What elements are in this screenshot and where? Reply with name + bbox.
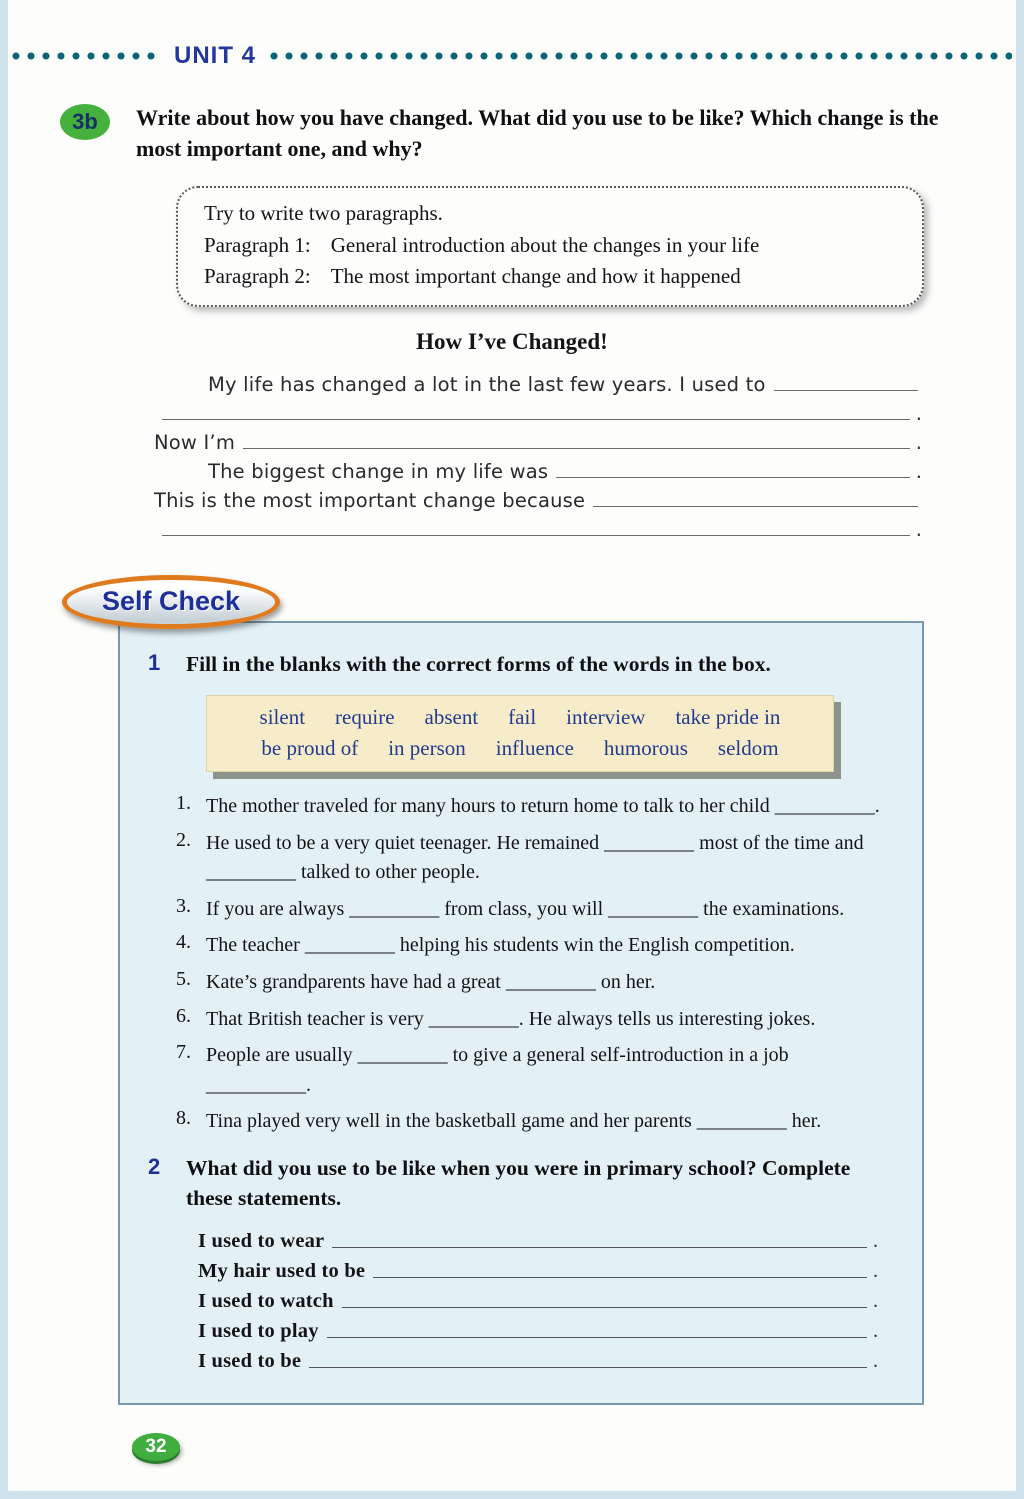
- item-text: Tina played very well in the basketball game and her parents _________ her.: [206, 1110, 822, 1133]
- statement-label: I used to be: [198, 1350, 302, 1373]
- item-number: 2.: [176, 828, 191, 851]
- textbook-page: [8, 0, 1016, 1491]
- period: .: [915, 517, 922, 541]
- period: .: [873, 1291, 878, 1313]
- unit-label: UNIT 4: [174, 42, 257, 69]
- blank-line: [593, 506, 918, 507]
- statement-label: My hair used to be: [198, 1260, 366, 1283]
- item-text: He used to be a very quiet teenager. He remained _________ most of the time and _________ talked to other people.: [206, 831, 864, 884]
- page-number-badge: 32: [132, 1433, 180, 1461]
- task1-item: [176, 1005, 898, 1035]
- statement-label: I used to play: [198, 1320, 319, 1343]
- period: .: [873, 1321, 878, 1343]
- blank-line: [332, 1247, 867, 1248]
- task1-title: Fill in the blanks with the correct forms of the words in the box.: [186, 651, 771, 676]
- blank-line: [342, 1307, 867, 1308]
- blank-line: [373, 1277, 867, 1278]
- item-number: 7.: [176, 1041, 191, 1064]
- item-number: 5.: [176, 967, 191, 990]
- dotted-rule-right: [270, 52, 1012, 61]
- item-number: 6.: [176, 1004, 191, 1027]
- blank-line: [556, 477, 910, 478]
- period: .: [873, 1261, 878, 1283]
- blank-line: [327, 1337, 867, 1338]
- tip-paragraph-2: [204, 261, 904, 293]
- self-check-label: Self Check: [101, 586, 241, 617]
- word-item: take pride in: [675, 705, 781, 730]
- tip-paragraph-1-text: General introduction about the changes in your life: [330, 232, 760, 257]
- task1-item: [176, 1107, 898, 1137]
- statement-row: [198, 1253, 878, 1283]
- word-item: interview: [566, 705, 646, 730]
- blank-line: [774, 390, 918, 391]
- self-check-panel: [118, 621, 924, 1405]
- tip-paragraph-1-label: Paragraph 1:: [204, 232, 311, 257]
- word-item: humorous: [603, 735, 688, 760]
- essay-title: How I’ve Changed!: [416, 328, 608, 354]
- item-text: The teacher _________ helping his students win the English competition.: [206, 934, 795, 957]
- self-check-badge: [62, 575, 280, 629]
- essay-line-1-text: My life has changed a lot in the last few years. I used to: [208, 372, 766, 396]
- essay-line-4: [154, 454, 922, 483]
- task2-number: 2: [148, 1153, 161, 1179]
- period: .: [915, 401, 922, 425]
- exercise-3b-section: [60, 102, 1016, 164]
- item-number: 4.: [176, 931, 191, 954]
- exercise-3b-prompt: Write about how you have changed. What did you use to be like? Which change is the most important one, and why?: [136, 105, 939, 162]
- blank-line: [243, 448, 910, 449]
- task1-item: [176, 895, 898, 925]
- essay-line-1: [154, 367, 922, 396]
- period: .: [873, 1351, 878, 1373]
- item-number: 8.: [176, 1107, 191, 1130]
- statement-row: [198, 1223, 878, 1253]
- statement-row: [198, 1283, 878, 1313]
- task1-item: [176, 1041, 898, 1100]
- task1-header: [142, 649, 898, 679]
- word-item: seldom: [717, 735, 779, 760]
- word-item: fail: [508, 705, 537, 730]
- blank-line: [162, 419, 910, 420]
- essay-line-5: [154, 483, 922, 512]
- word-item: influence: [495, 735, 574, 760]
- blank-line: [309, 1367, 867, 1368]
- essay-line-4-text: The biggest change in my life was: [208, 459, 549, 483]
- item-text: If you are always _________ from class, you will _________ the examinations.: [206, 897, 845, 920]
- word-item: in person: [388, 735, 466, 760]
- item-text: That British teacher is very _________. He always tells us interesting jokes.: [206, 1007, 816, 1030]
- tip-paragraph-1: [204, 230, 904, 262]
- task1-item: [176, 792, 898, 822]
- word-box: [206, 695, 834, 772]
- word-item: require: [335, 705, 395, 730]
- word-item: be proud of: [261, 735, 359, 760]
- tip-intro: Try to write two paragraphs.: [204, 201, 443, 226]
- statement-row: [198, 1313, 878, 1343]
- essay-line-6: [154, 512, 922, 541]
- task2-header: [142, 1153, 898, 1213]
- essay-line-3-text: Now I’m: [154, 430, 236, 454]
- item-text: Kate’s grandparents have had a great _________ on her.: [206, 970, 656, 993]
- item-number: 3.: [176, 894, 191, 917]
- tip-paragraph-2-label: Paragraph 2:: [204, 264, 311, 289]
- statement-label: I used to watch: [198, 1290, 334, 1313]
- period: .: [915, 430, 922, 454]
- tips-box: [176, 186, 924, 307]
- task2-title: What did you use to be like when you were in primary school? Complete these statements.: [186, 1155, 851, 1210]
- period: .: [915, 459, 922, 483]
- essay-section: [154, 367, 922, 541]
- task1-item-list: [176, 792, 898, 1137]
- word-item: silent: [259, 705, 306, 730]
- unit-header: [8, 42, 1016, 70]
- task1-number: 1: [148, 649, 161, 675]
- item-number: 1.: [176, 791, 191, 814]
- item-text: The mother traveled for many hours to return home to talk to her child __________.: [206, 794, 880, 817]
- statement-row: [198, 1343, 878, 1373]
- statement-label: I used to wear: [198, 1230, 325, 1253]
- item-text: People are usually _________ to give a general self-introduction in a job __________.: [206, 1044, 789, 1096]
- word-box-row-2: [217, 733, 823, 763]
- essay-line-3: [154, 425, 922, 454]
- essay-line-2: [154, 396, 922, 425]
- blank-line: [162, 535, 910, 536]
- word-box-row-1: [217, 702, 823, 732]
- task1-item: [176, 931, 898, 961]
- dotted-rule-left: [12, 52, 160, 61]
- tip-paragraph-2-text: The most important change and how it happened: [330, 264, 741, 289]
- period: .: [873, 1231, 878, 1253]
- task1-item: [176, 968, 898, 998]
- task2-statement-list: [198, 1223, 878, 1373]
- task1-item: [176, 829, 898, 888]
- essay-line-5-text: This is the most important change because: [154, 488, 586, 512]
- word-item: absent: [424, 705, 479, 730]
- exercise-3b-badge: 3b: [60, 104, 110, 140]
